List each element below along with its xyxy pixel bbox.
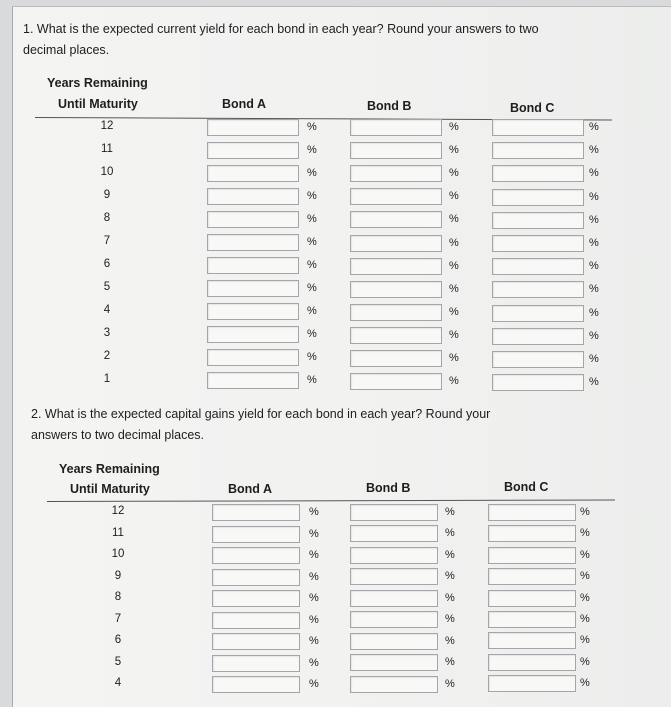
worksheet [12, 6, 671, 707]
q2-percent-sign: % [580, 634, 590, 647]
q2-bond-c-year-12-input[interactable] [488, 504, 576, 521]
q1-bond-a-year-10-input[interactable] [207, 165, 299, 182]
q2-year-label: 11 [112, 526, 124, 539]
q1-percent-sign: % [589, 190, 599, 203]
q2-bond-a-year-5-input[interactable] [212, 655, 300, 672]
q2-percent-sign: % [580, 613, 590, 625]
q1-percent-sign: % [449, 167, 459, 180]
q2-bond-c-year-6-input[interactable] [488, 632, 576, 649]
q1-year-label: 10 [100, 166, 114, 178]
q1-percent-sign: % [449, 328, 459, 341]
q1-bond-b-year-4-input[interactable] [350, 304, 442, 321]
q1-percent-sign: % [307, 144, 317, 156]
q2-year-label: 7 [114, 612, 122, 625]
q1-percent-sign: % [589, 167, 599, 180]
q1-percent-sign: % [307, 282, 317, 294]
q2-bond-c-year-4-input[interactable] [488, 675, 576, 692]
q2-percent-sign: % [445, 591, 455, 604]
q1-bond-c-year-9-input[interactable] [492, 189, 584, 206]
q1-bond-a-year-6-input[interactable] [207, 257, 299, 274]
q2-years-header-line2: Until Maturity [70, 482, 150, 496]
q1-year-label: 7 [103, 235, 111, 247]
q2-percent-sign: % [309, 635, 319, 647]
q2-percent-sign: % [580, 655, 590, 668]
q1-percent-sign: % [449, 375, 459, 388]
q1-percent-sign: % [307, 328, 317, 340]
q2-percent-sign: % [580, 527, 590, 540]
q2-bond-b-year-7-input[interactable] [350, 611, 438, 628]
q2-percent-sign: % [309, 570, 319, 583]
q2-year-label: 10 [111, 548, 125, 560]
q1-percent-sign: % [449, 121, 459, 133]
q1-bond-b-year-10-input[interactable] [350, 165, 442, 182]
q2-bond-c-year-5-input[interactable] [488, 654, 576, 671]
q2-year-label: 12 [111, 505, 125, 517]
q2-year-label: 4 [114, 677, 122, 689]
q1-bond-b-year-11-input[interactable] [350, 142, 442, 159]
q1-percent-sign: % [449, 236, 459, 249]
question-1-text: 1. What is the expected current yield for each bond in each year? Round your answers to two decimal places. [23, 22, 539, 57]
question-2-text: 2. What is the expected capital gains yield for each bond in each year? Round your answers to two decimal places. [31, 407, 491, 442]
q1-percent-sign: % [449, 352, 459, 364]
q1-bond-c-header: Bond C [510, 101, 555, 115]
q1-year-label: 3 [103, 327, 111, 339]
q1-percent-sign: % [449, 213, 459, 226]
q1-percent-sign: % [307, 305, 317, 317]
q1-bond-b-year-5-input[interactable] [350, 281, 442, 298]
q1-percent-sign: % [589, 329, 599, 342]
q1-bond-b-year-6-input[interactable] [350, 258, 442, 275]
q1-percent-sign: % [307, 167, 317, 179]
q2-percent-sign: % [309, 678, 319, 690]
q2-bond-b-year-6-input[interactable] [350, 633, 438, 650]
q1-bond-a-year-4-input[interactable] [207, 303, 299, 320]
q2-bond-c-year-7-input[interactable] [488, 611, 576, 628]
q2-percent-sign: % [445, 527, 455, 540]
q1-bond-c-year-12-input[interactable] [492, 119, 584, 136]
q2-bond-a-year-12-input[interactable] [212, 504, 300, 521]
q1-bond-b-year-9-input[interactable] [350, 188, 442, 205]
q2-bond-c-year-9-input[interactable] [488, 568, 576, 585]
q1-percent-sign: % [589, 353, 599, 365]
q2-bond-b-header: Bond B [366, 481, 411, 495]
q1-percent-sign: % [307, 213, 317, 225]
q1-bond-a-year-1-input[interactable] [207, 372, 299, 389]
q1-bond-b-header: Bond B [367, 99, 412, 113]
q1-bond-a-year-5-input[interactable] [207, 280, 299, 297]
q2-bond-b-year-12-input[interactable] [350, 504, 438, 521]
q2-percent-sign: % [309, 613, 319, 626]
q2-bond-a-year-9-input[interactable] [212, 569, 300, 586]
q2-percent-sign: % [580, 570, 590, 583]
q1-bond-a-year-9-input[interactable] [207, 188, 299, 205]
q1-percent-sign: % [589, 260, 599, 273]
q2-bond-c-year-8-input[interactable] [488, 590, 576, 607]
q1-percent-sign: % [589, 306, 599, 319]
q2-bond-a-year-6-input[interactable] [212, 633, 300, 650]
q1-year-label: 5 [103, 281, 111, 293]
q1-percent-sign: % [449, 259, 459, 272]
q1-bond-b-year-1-input[interactable] [350, 373, 442, 390]
q1-percent-sign: % [449, 282, 459, 295]
q2-percent-sign: % [580, 591, 590, 604]
q1-bond-c-year-1-input[interactable] [492, 374, 584, 391]
q2-bond-b-year-11-input[interactable] [350, 525, 438, 542]
q1-bond-c-year-11-input[interactable] [492, 142, 584, 159]
q2-year-label: 9 [114, 569, 122, 582]
q2-percent-sign: % [580, 506, 590, 518]
q1-year-label: 11 [101, 143, 113, 155]
q1-bond-b-year-2-input[interactable] [350, 350, 442, 367]
q1-percent-sign: % [589, 213, 599, 226]
q1-bond-c-year-4-input[interactable] [492, 305, 584, 322]
q2-bond-c-header: Bond C [504, 480, 549, 494]
q1-year-label: 4 [103, 304, 111, 316]
q1-percent-sign: % [307, 259, 317, 271]
q1-bond-a-year-8-input[interactable] [207, 211, 299, 228]
q2-percent-sign: % [309, 549, 319, 561]
q1-bond-b-year-7-input[interactable] [350, 235, 442, 252]
q2-year-label: 8 [114, 591, 122, 603]
q1-bond-a-year-2-input[interactable] [207, 349, 299, 366]
q2-bond-a-year-7-input[interactable] [212, 612, 300, 629]
q1-year-label: 9 [103, 189, 111, 201]
q1-percent-sign: % [589, 237, 599, 249]
q1-percent-sign: % [449, 144, 459, 157]
q2-percent-sign: % [445, 656, 455, 669]
q1-bond-a-header: Bond A [222, 97, 266, 111]
q2-percent-sign: % [445, 506, 455, 518]
q1-year-label: 6 [103, 258, 111, 270]
q1-year-label: 2 [103, 350, 111, 362]
q2-bond-c-year-10-input[interactable] [488, 547, 576, 564]
q1-bond-c-year-7-input[interactable] [492, 235, 584, 252]
q2-bond-a-year-11-input[interactable] [212, 526, 300, 543]
q2-percent-sign: % [580, 677, 590, 690]
q2-percent-sign: % [445, 634, 455, 647]
q2-bond-b-year-5-input[interactable] [350, 654, 438, 671]
q1-percent-sign: % [589, 121, 599, 133]
q1-percent-sign: % [449, 305, 459, 318]
q2-bond-b-year-10-input[interactable] [350, 547, 438, 564]
q1-percent-sign: % [307, 121, 317, 133]
q1-bond-c-year-10-input[interactable] [492, 165, 584, 182]
q2-bond-a-header: Bond A [228, 482, 272, 496]
q2-bond-c-year-11-input[interactable] [488, 525, 576, 542]
q2-year-label: 5 [114, 655, 122, 668]
q2-bond-b-year-8-input[interactable] [350, 590, 438, 607]
q2-percent-sign: % [309, 506, 319, 518]
q1-years-header-line1: Years Remaining [47, 76, 148, 90]
q2-bond-b-year-4-input[interactable] [350, 676, 438, 693]
q1-percent-sign: % [589, 144, 599, 157]
q2-percent-sign: % [309, 656, 319, 669]
q2-year-label: 6 [114, 634, 122, 646]
q1-bond-c-year-3-input[interactable] [492, 328, 584, 345]
q1-year-label: 1 [103, 373, 111, 385]
q2-years-header-line1: Years Remaining [59, 462, 160, 476]
q1-percent-sign: % [449, 190, 459, 203]
q2-bond-a-year-4-input[interactable] [212, 676, 300, 693]
q1-percent-sign: % [589, 376, 599, 389]
q1-bond-c-year-2-input[interactable] [492, 351, 584, 368]
q2-percent-sign: % [445, 548, 455, 561]
q1-percent-sign: % [307, 374, 317, 386]
q1-years-header-line2: Until Maturity [58, 97, 138, 111]
q1-percent-sign: % [307, 351, 317, 363]
q2-percent-sign: % [445, 570, 455, 583]
q1-bond-c-year-8-input[interactable] [492, 212, 584, 229]
q1-year-label: 8 [103, 212, 111, 224]
q1-bond-a-year-11-input[interactable] [207, 142, 299, 159]
q1-percent-sign: % [307, 190, 317, 202]
q2-percent-sign: % [309, 592, 319, 604]
q1-bond-a-year-7-input[interactable] [207, 234, 299, 251]
q1-bond-b-year-12-input[interactable] [350, 119, 442, 136]
q2-percent-sign: % [580, 548, 590, 561]
q1-bond-b-year-8-input[interactable] [350, 211, 442, 228]
q2-bond-a-year-10-input[interactable] [212, 547, 300, 564]
q2-percent-sign: % [445, 677, 455, 690]
q2-header-rule [47, 500, 615, 502]
q1-year-label: 12 [100, 120, 114, 132]
q1-bond-c-year-5-input[interactable] [492, 281, 584, 298]
q1-bond-c-year-6-input[interactable] [492, 258, 584, 275]
q2-bond-b-year-9-input[interactable] [350, 568, 438, 585]
q2-bond-a-year-8-input[interactable] [212, 590, 300, 607]
q1-bond-a-year-12-input[interactable] [207, 119, 299, 136]
q1-percent-sign: % [589, 283, 599, 296]
q2-percent-sign: % [309, 527, 319, 540]
q1-percent-sign: % [307, 236, 317, 248]
q1-bond-b-year-3-input[interactable] [350, 327, 442, 344]
q1-bond-a-year-3-input[interactable] [207, 326, 299, 343]
q2-percent-sign: % [445, 613, 455, 626]
